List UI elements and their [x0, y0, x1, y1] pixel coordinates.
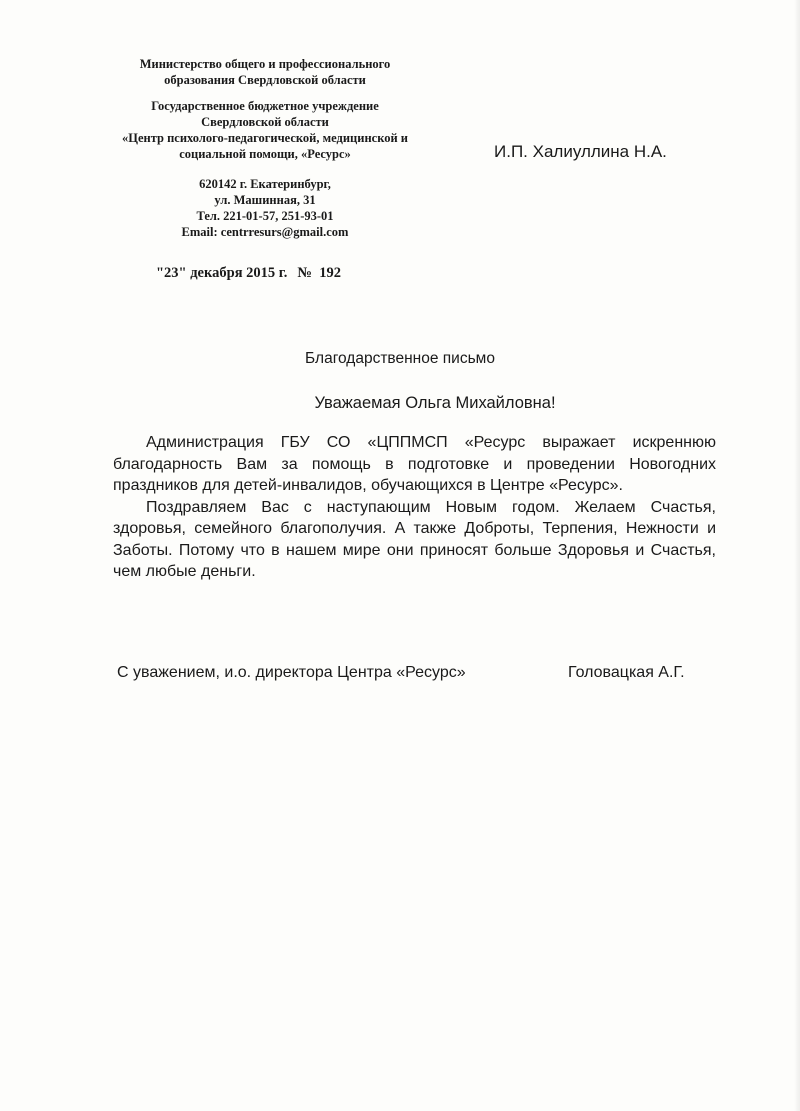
ministry-line: Министерство общего и профессионального — [139, 57, 391, 71]
signatory-position: С уважением, и.о. директора Центра «Ресурс» — [117, 664, 466, 681]
institution-line: Свердловской области — [201, 115, 329, 129]
address-line: ул. Машинная, 31 — [214, 193, 316, 207]
address-line: 620142 г. Екатеринбург, — [199, 177, 331, 191]
recipient: И.П. Халиуллина Н.А. — [494, 142, 667, 161]
email-line: Email: centrresurs@gmail.com — [181, 225, 349, 239]
document-number: 192 — [319, 265, 341, 281]
document-reference — [156, 265, 341, 282]
letterhead — [100, 56, 430, 250]
letter-body — [113, 432, 716, 583]
signatory-name: Головацкая А.Г. — [568, 664, 685, 681]
document-date: "23" декабря 2015 г. — [156, 265, 288, 281]
number-sign: № — [297, 265, 312, 281]
institution-line: «Центр психолого-педагогической, медицинской и — [121, 131, 409, 145]
salutation: Уважаемая Ольга Михайловна! — [314, 394, 556, 412]
document-title: Благодарственное письмо — [305, 350, 495, 367]
paragraph: Поздравляем Вас с наступающим Новым годом. Желаем Счастья, здоровья, семейного благополучия. А также Доброты, Терпения, Нежности и Заботы. Потому что в нашем мире они приносят больше Здоровья и Счастья, чем любые деньги. — [113, 498, 716, 580]
institution-line: Государственное бюджетное учреждение — [151, 99, 379, 113]
institution-name — [100, 98, 430, 162]
paragraph: Администрация ГБУ СО «ЦППМСП «Ресурс выражает искреннюю благодарность Вам за помощь в подготовке и проведении Новогодних праздников для детей-инвалидов, обучающихся в Центре «Ресурс». — [113, 434, 716, 494]
institution-address — [100, 176, 430, 240]
institution-line: социальной помощи, «Ресурс» — [179, 147, 351, 161]
ministry-name — [100, 56, 430, 88]
phone-line: Тел. 221-01-57, 251-93-01 — [196, 209, 334, 223]
ministry-line: образования Свердловской области — [164, 73, 366, 87]
page-edge-shadow — [794, 0, 800, 1111]
